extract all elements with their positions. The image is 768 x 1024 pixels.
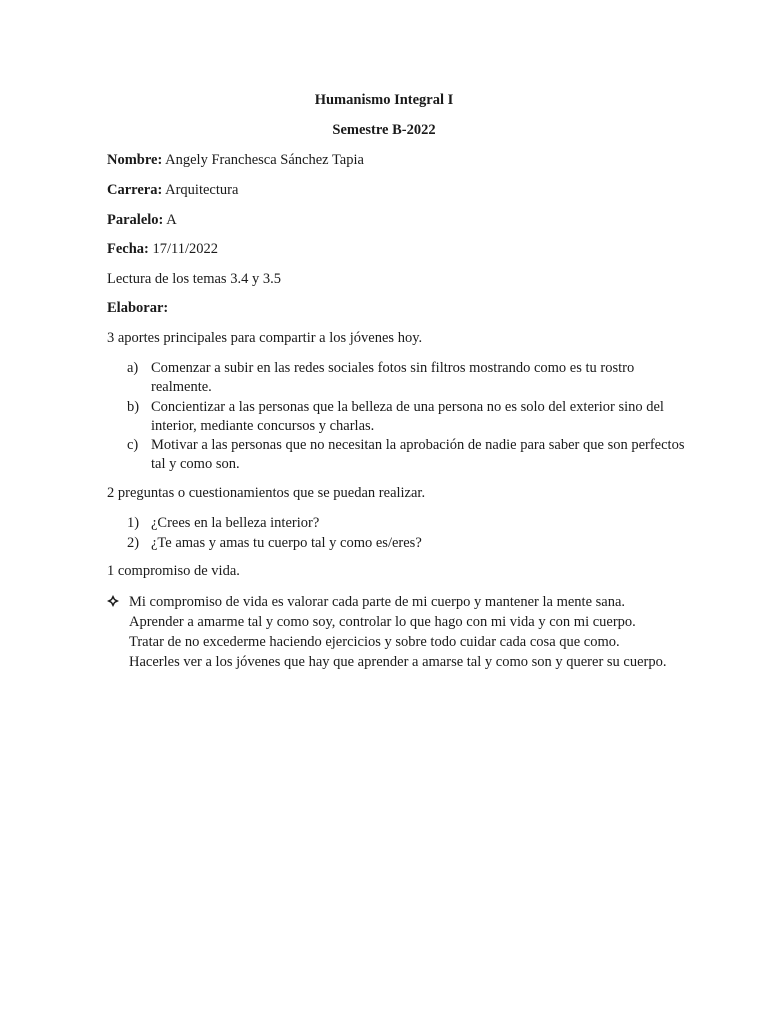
field-carrera [107,182,238,199]
document-subtitle: Semestre B-2022 [332,122,436,138]
compromiso-text: Mi compromiso de vida es valorar cada parte de mi cuerpo y mantener la mente sana. Aprender a amarme tal y como soy, controlar lo que hago con mi vida y con mi cuerpo. Tratar de no excederme haciendo ejercicios y sobre todo cuidar cada cosa que como. Hacerles ver a los jóvenes que hay que aprender a amarse tal y como son y querer su cuerpo. [129,594,667,670]
list-item [127,514,687,533]
field-paralelo [107,212,177,229]
lectura-text: Lectura de los temas 3.4 y 3.5 [107,271,281,287]
elaborar-heading [107,300,168,317]
field-fecha-label: Fecha: [107,241,149,257]
field-paralelo-value: A [166,212,177,228]
list-item [127,534,687,553]
list-marker: a) [127,360,139,376]
list-marker: b) [127,399,140,415]
field-paralelo-label: Paralelo: [107,212,164,228]
list-marker: c) [127,437,139,453]
elaborar-label: Elaborar: [107,300,169,316]
field-nombre-value: Angely Franchesca Sánchez Tapia [165,152,364,168]
field-nombre-label: Nombre: [107,152,163,168]
list-item [127,359,687,397]
list-item-text: Concientizar a las personas que la belleza de una persona no es solo del exterior sino del interior, mediante concursos y charlas. [151,399,664,434]
list-item-text: Motivar a las personas que no necesitan la aprobación de nadie para saber que son perfectos tal y como son. [151,437,685,472]
list-marker: 2) [127,535,140,551]
compromiso-heading: 1 compromiso de vida. [107,563,240,579]
document-title: Humanismo Integral I [314,92,454,108]
diamond-bullet-icon [107,595,119,607]
list-item-text: ¿Crees en la belleza interior? [151,515,320,531]
field-fecha [107,241,218,258]
preguntas-heading: 2 preguntas o cuestionamientos que se puedan realizar. [107,485,426,501]
list-item [127,436,687,474]
list-item [127,398,687,436]
aportes-heading: 3 aportes principales para compartir a los jóvenes hoy. [107,330,423,346]
field-nombre [107,152,364,169]
field-carrera-label: Carrera: [107,182,163,198]
field-carrera-value: Arquitectura [165,182,239,198]
list-marker: 1) [127,515,140,531]
list-item-text: Comenzar a subir en las redes sociales fotos sin filtros mostrando como es tu rostro realmente. [151,360,635,395]
list-item-text: ¿Te amas y amas tu cuerpo tal y como es/eres? [151,535,422,551]
field-fecha-value: 17/11/2022 [152,241,219,257]
